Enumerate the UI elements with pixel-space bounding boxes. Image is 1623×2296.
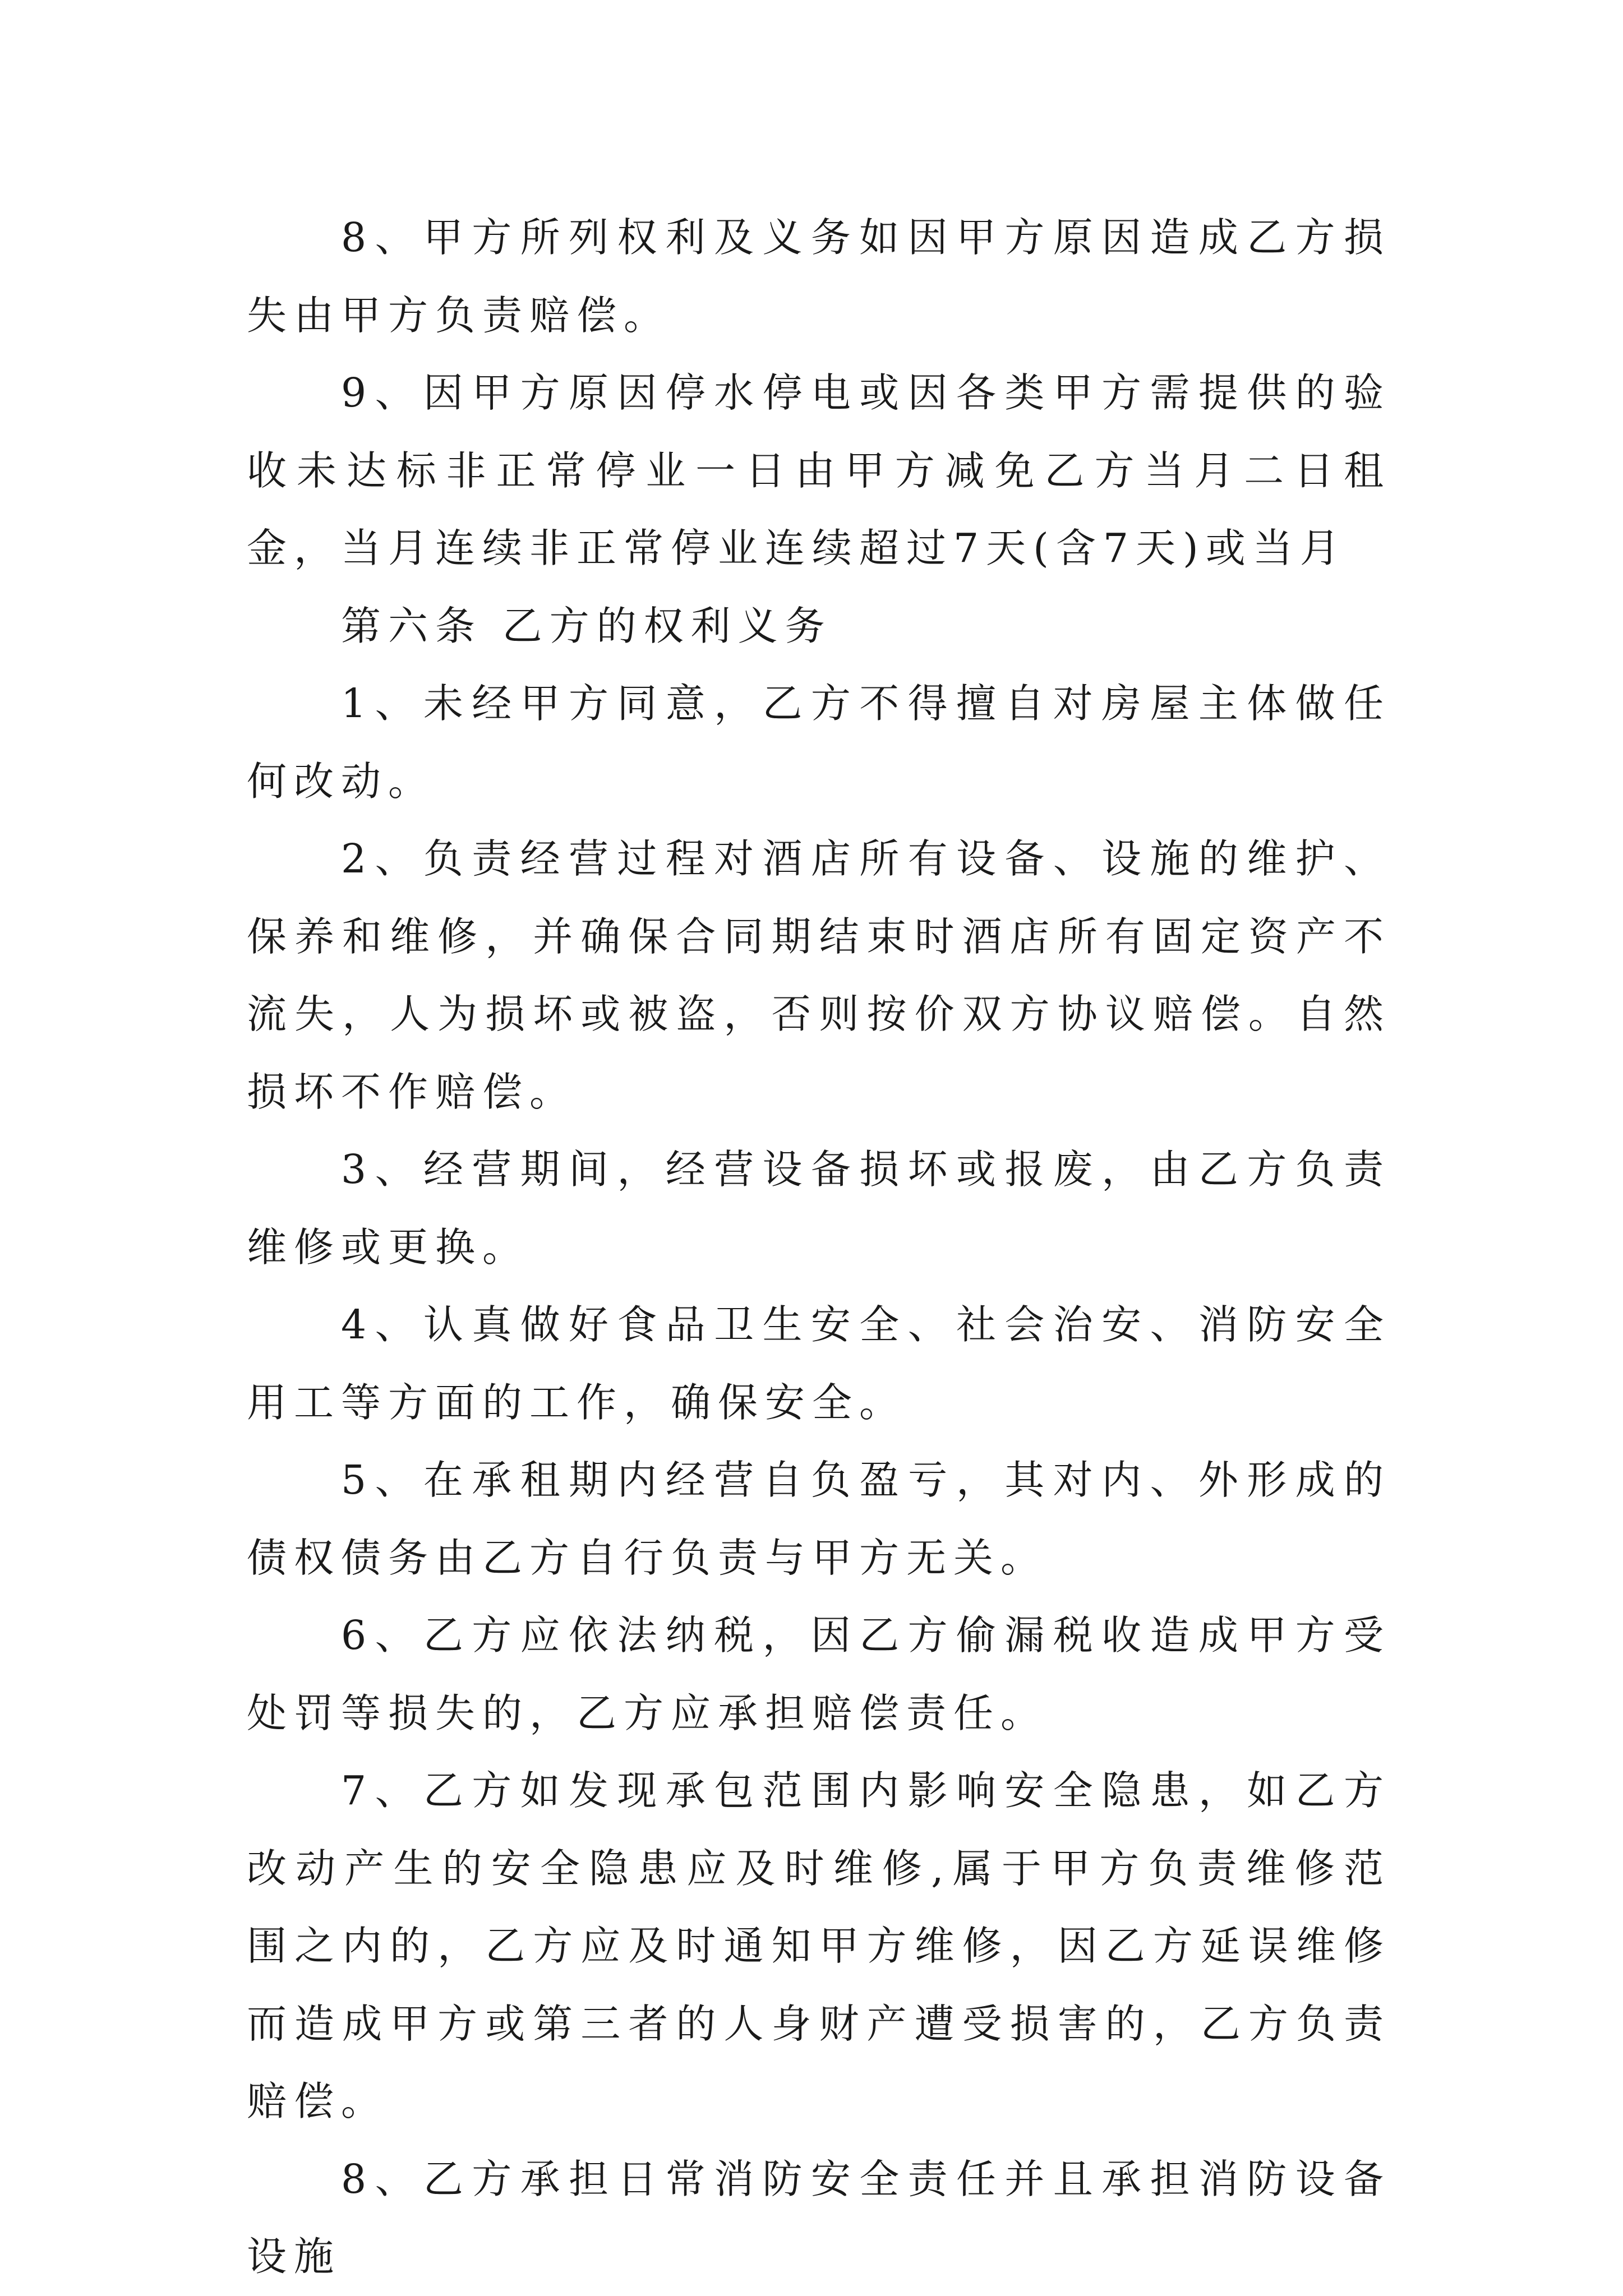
document-body (247, 199, 1391, 2296)
paragraph-landlord-clause-8: 8、甲方所列权利及义务如因甲方原因造成乙方损失由甲方负责赔偿。 (247, 214, 1391, 339)
paragraph-landlord-clause-9: 9、因甲方原因停水停电或因各类甲方需提供的验收未达标非正常停业一日由甲方减免乙方当月二日租金，当月连续非正常停业连续超过7天(含7天)或当月 (247, 369, 1391, 571)
paragraph-tenant-clause-3: 3、经营期间，经营设备损坏或报废，由乙方负责维修或更换。 (247, 1146, 1391, 1271)
paragraph-tenant-clause-7: 7、乙方如发现承包范围内影响安全隐患，如乙方改动产生的安全隐患应及时维修,属于甲方负责维修范围之内的，乙方应及时通知甲方维修，因乙方延误维修而造成甲方或第三者的人身财产遭受损害的，乙方负责赔偿。 (247, 1767, 1391, 2124)
section-heading-article-6: 第六条 乙方的权利义务 (341, 602, 832, 649)
paragraph-tenant-clause-1: 1、未经甲方同意，乙方不得擅自对房屋主体做任何改动。 (247, 680, 1391, 805)
paragraph-tenant-clause-8: 8、乙方承担日常消防安全责任并且承担消防设备设施 (247, 2155, 1391, 2280)
paragraph-tenant-clause-2: 2、负责经营过程对酒店所有设备、设施的维护、保养和维修，并确保合同期结束时酒店所有固定资产不流失，人为损坏或被盗，否则按价双方协议赔偿。自然损坏不作赔偿。 (247, 835, 1391, 1115)
paragraph-tenant-clause-6: 6、乙方应依法纳税，因乙方偷漏税收造成甲方受处罚等损失的，乙方应承担赔偿责任。 (247, 1612, 1391, 1736)
paragraph-tenant-clause-4: 4、认真做好食品卫生安全、社会治安、消防安全用工等方面的工作，确保安全。 (247, 1301, 1391, 1426)
paragraph-tenant-clause-5: 5、在承租期内经营自负盈亏，其对内、外形成的债权债务由乙方自行负责与甲方无关。 (247, 1457, 1391, 1581)
